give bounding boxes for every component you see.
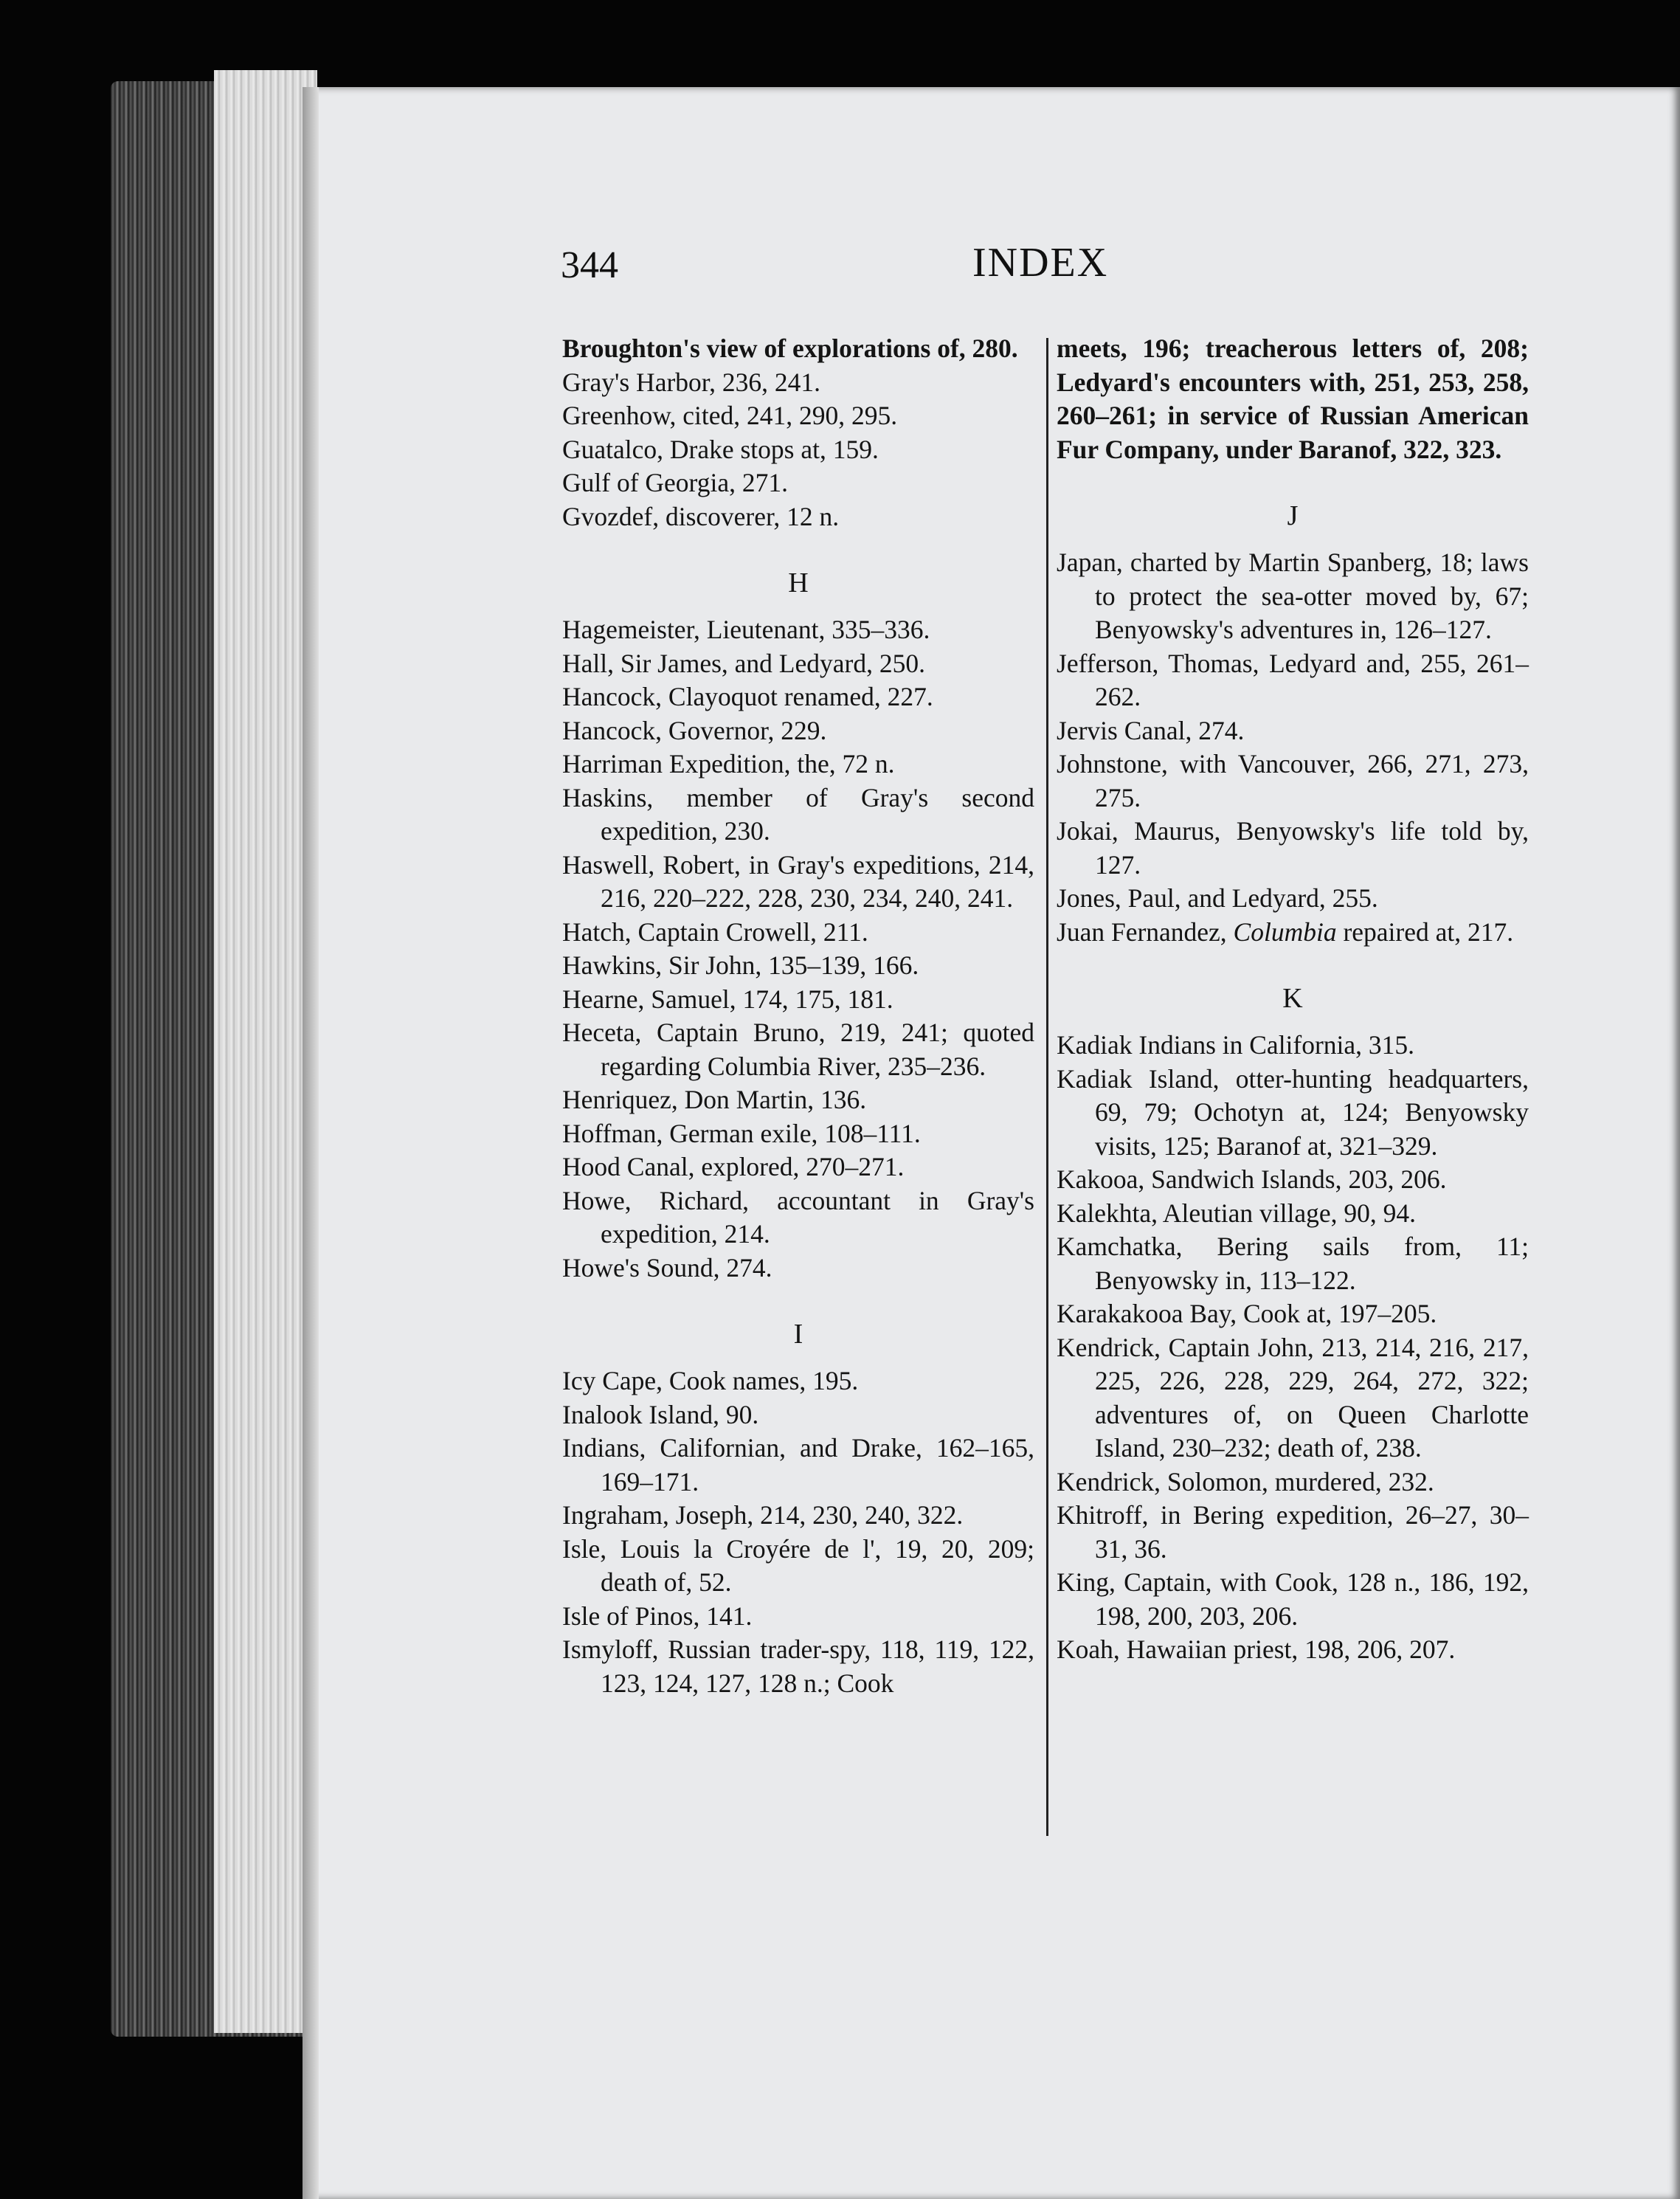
index-entry: Heceta, Captain Bruno, 219, 241; quoted regarding Columbia River, 235–236. (562, 1018, 1034, 1081)
index-entry: Haskins, member of Gray's second expedition, 230. (562, 782, 1034, 846)
index-entry: Juan Fernandez, Columbia repaired at, 217. (1057, 916, 1514, 947)
index-entry: Isle of Pinos, 141. (562, 1601, 753, 1631)
index-section-letter: J (1287, 500, 1299, 531)
index-entry: Greenhow, cited, 241, 290, 295. (562, 401, 898, 430)
index-entry: Hearne, Samuel, 174, 175, 181. (562, 984, 893, 1014)
index-entry: Haswell, Robert, in Gray's expeditions, 214, 216, 220–222, 228, 230, 234, 240, 241. (562, 849, 1034, 913)
index-entry: Kadiak Island, otter-hunting headquarters, 69, 79; Ochotyn at, 124; Benyowsky visits, 125; Baranof at, 321–329. (1057, 1063, 1529, 1161)
index-entry: Broughton's view of explorations of, 280. (562, 334, 1018, 363)
index-entry: Kendrick, Captain John, 213, 214, 216, 217, 225, 226, 228, 229, 264, 272, 322; adventures of, on Queen Charlotte Island, 230–232; death of, 238. (1057, 1332, 1529, 1463)
index-entry: King, Captain, with Cook, 128 n., 186, 192, 198, 200, 203, 206. (1057, 1567, 1529, 1631)
index-entry: Ingraham, Joseph, 214, 230, 240, 322. (562, 1500, 964, 1530)
index-entry: Icy Cape, Cook names, 195. (562, 1366, 859, 1395)
page-title: INDEX (972, 240, 1109, 286)
index-entry: Kakooa, Sandwich Islands, 203, 206. (1057, 1164, 1447, 1194)
index-entry: Henriquez, Don Martin, 136. (562, 1085, 867, 1114)
index-entry: Kadiak Indians in California, 315. (1057, 1030, 1415, 1060)
index-entry: Hawkins, Sir John, 135–139, 166. (562, 950, 919, 980)
index-entry: Hancock, Clayoquot renamed, 227. (562, 682, 933, 711)
index-column-right (1057, 332, 1529, 1667)
index-entry: Indians, Californian, and Drake, 162–165, 169–171. (562, 1433, 1034, 1497)
index-entry: Kalekhta, Aleutian village, 90, 94. (1057, 1198, 1417, 1228)
index-entry: Guatalco, Drake stops at, 159. (562, 434, 879, 464)
index-entry: Hagemeister, Lieutenant, 335–336. (562, 615, 930, 644)
column-divider (1046, 338, 1048, 1836)
index-entry: Karakakooa Bay, Cook at, 197–205. (1057, 1299, 1437, 1328)
index-entry: Hancock, Governor, 229. (562, 715, 827, 745)
page-number: 344 (561, 244, 618, 286)
index-entry: Kendrick, Solomon, murdered, 232. (1057, 1466, 1434, 1497)
index-entry: Gray's Harbor, 236, 241. (562, 367, 821, 397)
page-stack-edge (214, 70, 317, 2033)
index-entry: Inalook Island, 90. (562, 1399, 759, 1429)
index-entry: meets, 196; treacherous letters of, 208; Ledyard's encounters with, 251, 253, 258, 260–261; in service of Russian American Fur Company, under Baranof, 322, 323. (1057, 334, 1529, 464)
index-entry: Hoffman, German exile, 108–111. (562, 1118, 921, 1148)
index-entry: Hood Canal, explored, 270–271. (562, 1152, 905, 1181)
index-section-letter: I (793, 1319, 803, 1350)
page-gutter (303, 87, 319, 2199)
index-entry: Ismyloff, Russian trader-spy, 118, 119, 122, 123, 124, 127, 128 n.; Cook (562, 1634, 1034, 1698)
index-entry: Gvozdef, discoverer, 12 n. (562, 501, 840, 531)
index-entry: Howe's Sound, 274. (562, 1252, 772, 1283)
index-entry: Gulf of Georgia, 271. (562, 468, 788, 497)
page-header (561, 240, 1136, 303)
index-entry: Kamchatka, Bering sails from, 11; Benyowsky in, 113–122. (1057, 1232, 1529, 1295)
index-entry: Hatch, Captain Crowell, 211. (562, 916, 868, 947)
index-entry: Jervis Canal, 274. (1057, 715, 1245, 745)
index-entry: Isle, Louis la Croyére de l', 19, 20, 209; death of, 52. (562, 1533, 1034, 1597)
index-entry: Koah, Hawaiian priest, 198, 206, 207. (1057, 1634, 1456, 1664)
index-entry: Jokai, Maurus, Benyowsky's life told by, 127. (1057, 816, 1529, 880)
ship-name: Columbia (1233, 916, 1337, 947)
index-entry: Hall, Sir James, and Ledyard, 250. (562, 648, 925, 678)
index-entry: Khitroff, in Bering expedition, 26–27, 30–31, 36. (1057, 1500, 1529, 1564)
index-section-letter: H (788, 567, 809, 598)
index-entry: Johnstone, with Vancouver, 266, 271, 273, 275. (1057, 749, 1529, 812)
index-entry: Harriman Expedition, the, 72 n. (562, 749, 895, 779)
index-entry: Howe, Richard, accountant in Gray's expedition, 214. (562, 1185, 1034, 1249)
index-column-left (562, 332, 1034, 1700)
index-entry: Japan, charted by Martin Spanberg, 18; laws to protect the sea-otter moved by, 67; Benyowsky's adventures in, 126–127. (1057, 548, 1529, 644)
index-section-letter: K (1282, 983, 1303, 1014)
index-entry: Jefferson, Thomas, Ledyard and, 255, 261–262. (1057, 648, 1529, 711)
index-entry: Jones, Paul, and Ledyard, 255. (1057, 883, 1378, 913)
